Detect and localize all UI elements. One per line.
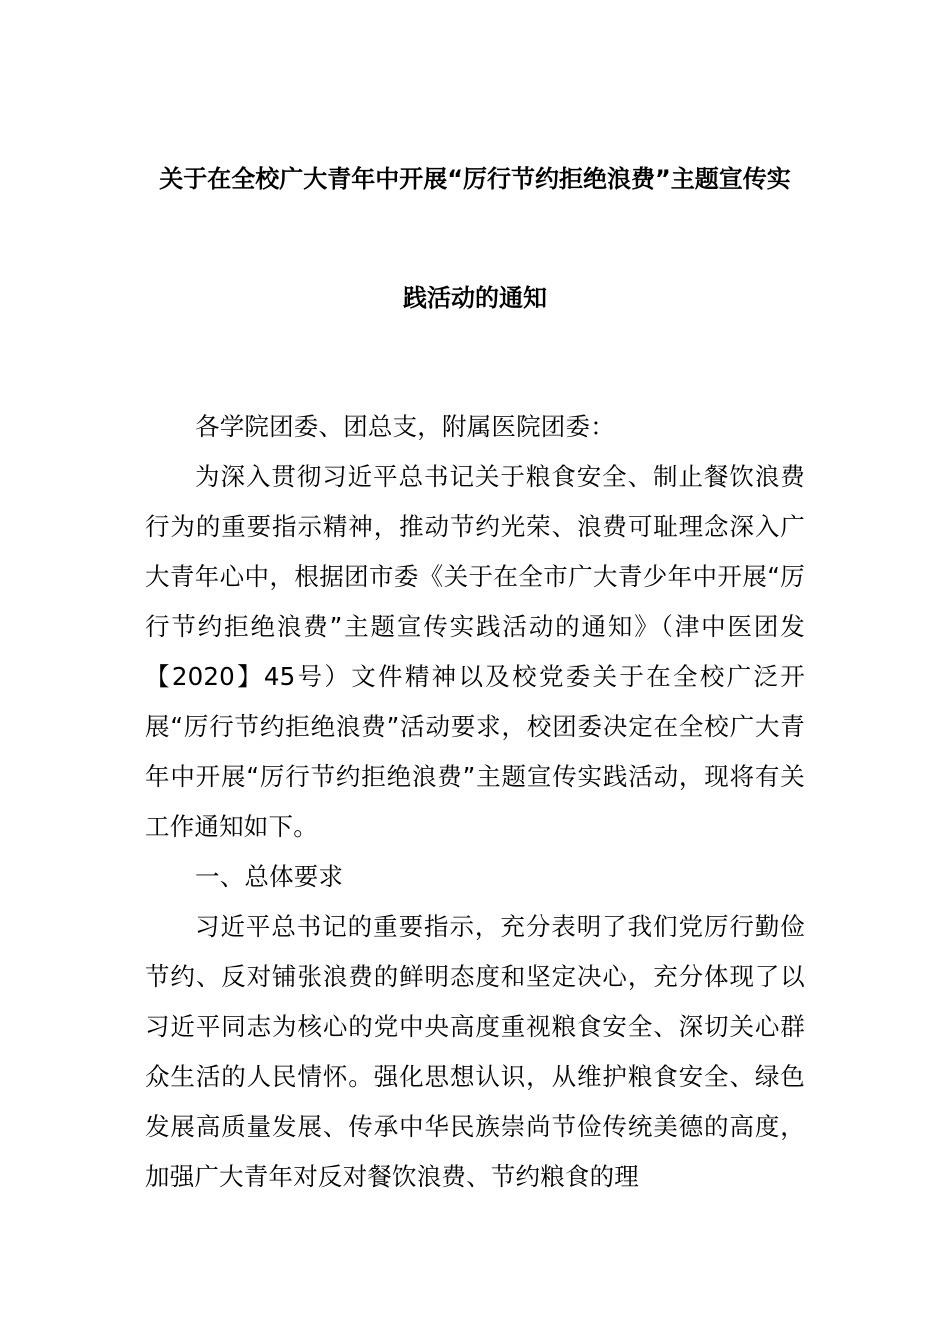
paragraph-general-requirements: 习近平总书记的重要指示，充分表明了我们党厉行勤俭节约、反对铺张浪费的鲜明态度和坚定决心，充分体现了以习近平同志为核心的党中央高度重视粮食安全、深切关心群众生活的人民情怀。强化思想认识，从维护粮食安全、绿色发展高质量发展、传承中华民族崇尚节俭传统美德的高度，加强广大青年对反对餐饮浪费、节约粮食的理 <box>145 912 805 1191</box>
salutation: 各学院团委、团总支，附属医院团委： <box>195 412 615 441</box>
document-body <box>145 402 805 1202</box>
paragraph-intro: 为深入贯彻习近平总书记关于粮食安全、制止餐饮浪费行为的重要指示精神，推动节约光荣、浪费可耻理念深入广大青年心中，根据团市委《关于在全市广大青少年中开展“厉行节约拒绝浪费”主题宣传实践活动的通知》（津中医团发【2020】45号）文件精神以及校党委关于在全校广泛开展“厉行节约拒绝浪费”活动要求，校团委决定在全校广大青年中开展“厉行节约拒绝浪费”主题宣传实践活动，现将有关工作通知如下。 <box>145 462 805 841</box>
document-title-line-2: 践活动的通知 <box>403 284 547 312</box>
document-title-line-1: 关于在全校广大青年中开展“厉行节约拒绝浪费”主题宣传实 <box>159 165 791 193</box>
section-heading-general-requirements: 一、总体要求 <box>195 862 344 891</box>
